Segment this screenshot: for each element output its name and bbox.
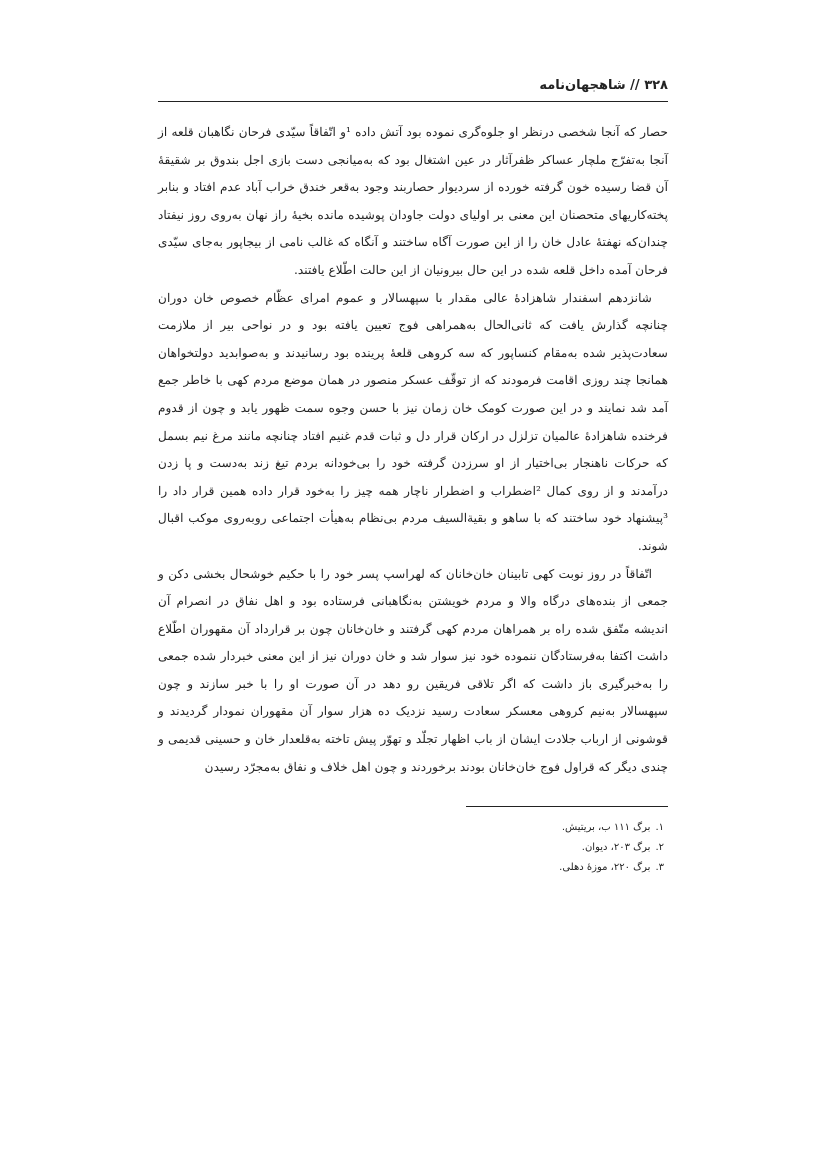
footnotes	[420, 818, 668, 878]
footnote-text: برگ ۱۱۱ ب، بریتیش.	[561, 822, 651, 833]
footnote-rule	[466, 806, 668, 807]
footnote-text: برگ ۲۰۳، دیوان.	[581, 842, 651, 853]
paragraph-3: اتّفاقاً در روز نوبت کهی تابینان خان‌خانان که لهراسپ پسر خود را با حکیم خوشحال بخشی دکن و جمعی از بنده‌های درگاه والا و مردم خویشتن به‌نگاهبانی فرستاده بود و اهل نفاق در انصرام آن اندیشه متّفق شده راه بر همراهان مردم کهی گرفتند و خان‌خانان چون بر قرارداد آن مقهوران اطّلاع داشت اکتفا به‌فرستادگان ننموده خود نیز سوار شد و خان دوران نیز از این معنی خبردار شده جمعی را به‌خبرگیری باز داشت که اگر تلاقی فریقین رو دهد در آن صورت او را با خبر سازند و چون سپهسالار به‌نیم کروهی معسکر سعادت رسید نزدیک ده هزار سوار آن مقهوران نمودار گردیدند و قوشونی از ارباب جلادت ایشان از باب اظهار تجلّد و تهوّر پیش تاخته به‌قلعدار خان و حسینی قدیمی و چندی دیگر که قراول فوج خان‌خانان بودند برخوردند و چون اهل خلاف و نفاق به‌مجرّد رسیدن	[158, 566, 668, 774]
paragraph-1: حصار که آنجا شخصی درنظر او جلوه‌گری نموده بود آتش داده ¹و اتّفاقاً سیّدی فرحان نگاهبان قلعه از آنجا به‌تفرّج ملچار عساکر ظفرآثار در عین اشتغال بود که به‌میانجی دست بازی اجل بندوق بر شقیقهٔ آن قضا رسیده خون گرفته خورده از سردیوار حصاربند وجود به‌قعر خندق خراب آباد عدم افتاد و بنابر پخته‌کاریهای متحصنان این معنی بر اولیای دولت جاودان پوشیده مانده بخیهٔ راز نهان به‌روی روز نیفتاد چندان‌که نهفتهٔ عادل خان را از این صورت آگاه ساختند و آنگاه که غالب نامی از بیجاپور به‌جای سیّدی فرحان آمده داخل قلعه شده در این حال بیرونیان از این حالت اطّلاع یافتند.	[158, 125, 668, 277]
footnote-3	[420, 858, 668, 878]
running-header: ۳۲۸ // شاهجهان‌نامه	[539, 78, 668, 93]
main-text	[158, 119, 668, 781]
footnote-2	[420, 838, 668, 858]
paragraph-2: شانزدهم اسفندار شاهزادهٔ عالی مقدار با سپهسالار و عموم امرای عظّام خصوص خان دوران چنانچه گذارش یافت که ثانی‌الحال به‌همراهی فوج تعیین یافته بود و در نواحی بیر از ملازمت سعادت‌پذیر شده به‌مقام کنساپور که سه کروهی قلعهٔ پرینده بود رسانیدند و به‌صوابدید دولتخواهان همانجا چند روزی اقامت فرمودند که از توقّف عسکر منصور در همان موضع مردم کهی با خاطر جمع آمد شد نمایند و در این صورت کومک خان زمان نیز با حسن وجوه سمت ظهور یابد و چون از قدوم فرخنده شاهزادهٔ عالمیان تزلزل در ارکان قرار دل و ثبات قدم غنیم افتاد چنانچه مانند مرغ نیم بسمل که حرکات ناهنجار بی‌اختیار از او سرزدن گرفته خود را بی‌خودانه بردم تیغ زند به‌دست و پا زدن درآمدند و از روی کمال ²اضطراب و اضطرار ناچار همه چیز را به‌خود قرار داده همین قرار داد را ³پیشنهاد خود ساختند که با ساهو و بقیةالسیف مردم بی‌نظام به‌هیأت اجتماعی روبه‌روی موکب اقبال شوند.	[158, 290, 669, 553]
footnote-number: ۲.	[655, 842, 664, 853]
header-rule	[158, 101, 668, 102]
footnote-number: ۳.	[655, 862, 664, 873]
footnote-number: ۱.	[655, 822, 664, 833]
footnote-text: برگ ۲۲۰، موزهٔ دهلی.	[559, 862, 651, 873]
footnote-1	[420, 818, 668, 838]
